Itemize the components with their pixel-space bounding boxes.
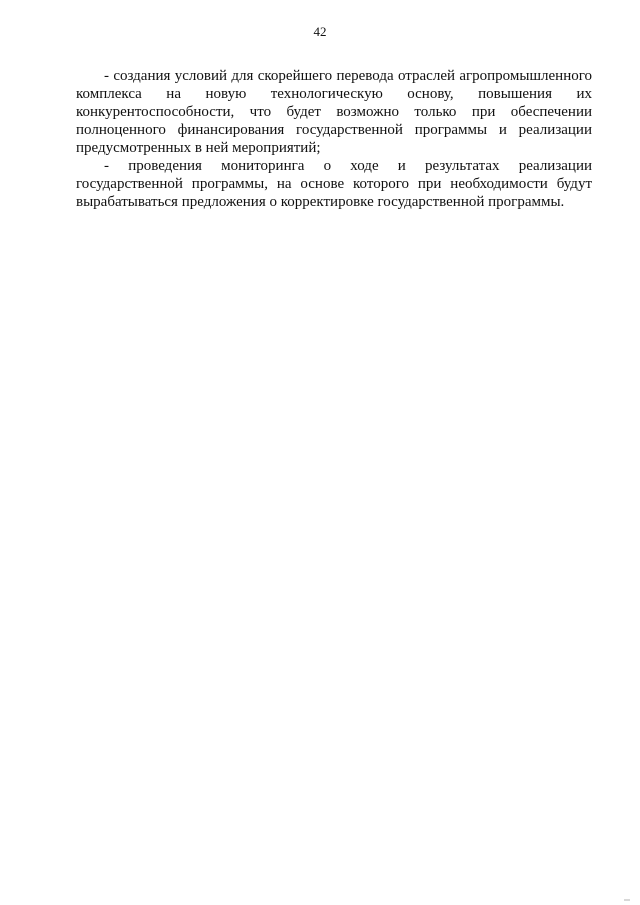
paragraph-conditions: - создания условий для скорейшего перевода отраслей агропромышленного комплекса на новую технологическую основу, повышения их конкурентоспособности, что будет возможно только при обеспечении полноценного финансирования государственной программы и реализации предусмотренных в ней мероприятий; [76, 68, 592, 156]
document-body [76, 67, 592, 211]
paragraph-monitoring: - проведения мониторинга о ходе и результатах реализации государственной программы, на основе которого при необходимости будут вырабатываться предложения о корректировке государственной программы. [76, 158, 592, 210]
scan-artifact [624, 899, 630, 901]
page-number: 42 [313, 24, 327, 39]
